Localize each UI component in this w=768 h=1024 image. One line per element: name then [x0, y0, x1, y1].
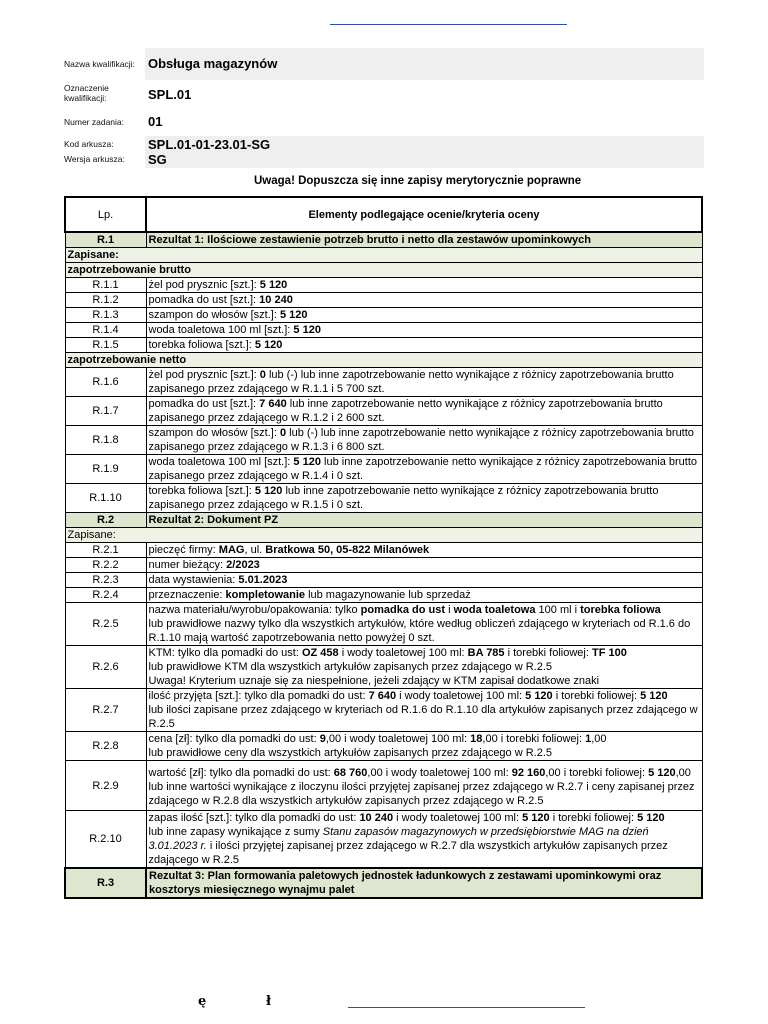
meta-nazwa — [64, 48, 704, 80]
table-row: R.1.6 żel pod prysznic [szt.]: 0 lub (-) lub inne zapotrzebowanie netto wynikające z różnicy zapotrzebowania brutto zapisanego przez zdającego w R.1.1 i 5 700 szt. — [65, 368, 702, 397]
meta-value-wersja: SG — [148, 152, 167, 167]
table-row: R.1.5 torebka foliowa [szt.]: 5 120 — [65, 338, 702, 353]
result-row: R.1 Rezultat 1: Ilościowe zestawienie potrzeb brutto i netto dla zestawów upominkowych — [65, 232, 702, 248]
header-lp: Lp. — [65, 197, 146, 232]
criteria-table — [64, 196, 703, 899]
table-header — [65, 197, 702, 232]
meta-label: Kod arkusza: — [64, 139, 114, 149]
meta-label: kwalifikacji: — [64, 93, 107, 103]
table-row: R.1.9 woda toaletowa 100 ml [szt.]: 5 120 lub inne zapotrzebowanie netto wynikające z różnicy zapotrzebowania brutto zapisanego przez zdającego w R.1.4 i 0 szt. — [65, 455, 702, 484]
meta-kod-wersja — [64, 136, 704, 168]
table-row: R.2.9 wartość [zł]: tylko dla pomadki do ust: 68 760,00 i wody toaletowej 100 ml: 92 160,00 i torebki foliowej: 5 120,00 lub inne wartości wynikające z iloczynu ilości przyjętej zapisanej przez zdającego w R.2.7 i ceny zapisanej przez zdającego w R.2.8 dla wszystkich artykułów zapisanych przez zdającego w R.2.5 — [65, 761, 702, 811]
meta-value-kod: SPL.01-01-23.01-SG SG — [145, 136, 704, 168]
table-row: R.1.10 torebka foliowa [szt.]: 5 120 lub inne zapotrzebowanie netto wynikające z różnicy zapotrzebowania brutto zapisanego przez zdającego w R.1.5 i 0 szt. — [65, 484, 702, 513]
table-row: R.2.1 pieczęć firmy: MAG, ul. Bratkowa 50, 05-822 Milanówek — [65, 543, 702, 558]
footer-glyph: ę — [198, 994, 207, 1009]
note: Uwaga! Dopuszcza się inne zapisy merytorycznie poprawne — [254, 175, 582, 187]
result-row: R.2 Rezultat 2: Dokument PZ — [65, 513, 702, 528]
meta-value-oznaczenie: SPL.01 — [145, 82, 704, 108]
table-row: R.2.5 nazwa materiału/wyrobu/opakowania: tylko pomadka do ust i woda toaletowa 100 ml i torebka foliowa lub prawidłowe nazwy tylko dla wszystkich artykułów, które według obliczeń zdającego w kryteriach od R.1.6 do R.1.10 mają wartość zapotrzebowania netto powyżej 0 szt. — [65, 603, 702, 646]
table-row: R.1.7 pomadka do ust [szt.]: 7 640 lub inne zapotrzebowanie netto wynikające z różnicy zapotrzebowania brutto zapisanego przez zdającego w R.1.2 i 2 600 szt. — [65, 397, 702, 426]
table-row: R.2.2 numer bieżący: 2/2023 — [65, 558, 702, 573]
meta-label: Wersja arkusza: — [64, 154, 125, 164]
table-row: R.2.10 zapas ilość [szt.]: tylko dla pomadki do ust: 10 240 i wody toaletowej 100 ml: 5 120 i torebki foliowej: 5 120 lub inne zapasy wynikające z sumy Stanu zapasów magazynowych w przedsiębiorstwie MAG na dzień 3.01.2023 r. i ilości przyjętej zapisanej przez zdającego w R.2.7 dla wszystkich artykułów zapisanych przez zdającego w R.2.5 — [65, 811, 702, 869]
header-elements: Elementy podlegające ocenie/kryteria oceny — [146, 197, 702, 232]
header-link-line — [330, 24, 567, 25]
table-row: R.2.7 ilość przyjęta [szt.]: tylko dla pomadki do ust: 7 640 i wody toaletowej 100 ml: 5 120 i torebki foliowej: 5 120 lub ilości zapisane przez zdającego w kryteriach od R.1.6 do R.1.10 dla artykułów zapisanych przez zdającego w R.2.5 — [65, 689, 702, 732]
table-row: R.1.8 szampon do włosów [szt.]: 0 lub (-) lub inne zapotrzebowanie netto wynikające z różnicy zapotrzebowania brutto zapisanego przez zdającego w R.1.3 i 6 800 szt. — [65, 426, 702, 455]
meta-oznaczenie — [64, 82, 704, 110]
meta-label: Numer zadania: — [64, 117, 125, 127]
table-row: R.1.4 woda toaletowa 100 ml [szt.]: 5 120 — [65, 323, 702, 338]
section-row: zapotrzebowanie brutto — [65, 263, 702, 278]
table-row: R.1.1 żel pod prysznic [szt.]: 5 120 — [65, 278, 702, 293]
meta-numer — [64, 112, 704, 132]
footer-glyph: ł — [266, 994, 272, 1009]
footer-link-line — [348, 1007, 585, 1008]
table-row: R.2.6 KTM: tylko dla pomadki do ust: OZ 458 i wody toaletowej 100 ml: BA 785 i torebki foliowej: TF 100 lub prawidłowe KTM dla wszystkich artykułów zapisanych przez zdającego w R.2.5 Uwaga! Kryterium uznaje się za niespełnione, jeżeli zdający w KTM zapisał dodatkowe znaki — [65, 646, 702, 689]
table-row: R.2.8 cena [zł]: tylko dla pomadki do ust: 9,00 i wody toaletowej 100 ml: 18,00 i torebki foliowej: 1,00 lub prawidłowe ceny dla wszystkich artykułów zapisanych przez zdającego w R.2.5 — [65, 732, 702, 761]
table-row: R.2.3 data wystawienia: 5.01.2023 — [65, 573, 702, 588]
table-row: R.1.3 szampon do włosów [szt.]: 5 120 — [65, 308, 702, 323]
meta-value-numer: 01 — [145, 112, 704, 132]
table-row: R.1.2 pomadka do ust [szt.]: 10 240 — [65, 293, 702, 308]
meta-value-nazwa: Obsługa magazynów — [145, 48, 704, 80]
section-row: Zapisane: — [65, 248, 702, 263]
table-row: R.2.4 przeznaczenie: kompletowanie lub magazynowanie lub sprzedaż — [65, 588, 702, 603]
meta-label: Nazwa kwalifikacji: — [64, 59, 135, 69]
section-row: zapotrzebowanie netto — [65, 353, 702, 368]
section-row: Zapisane: — [65, 528, 702, 543]
result-row: R.3 Rezultat 3: Plan formowania paletowych jednostek ładunkowych z zestawami upominkowymi oraz kosztorys miesięcznego wynajmu palet — [65, 868, 702, 898]
meta-label: Oznaczenie — [64, 83, 109, 93]
